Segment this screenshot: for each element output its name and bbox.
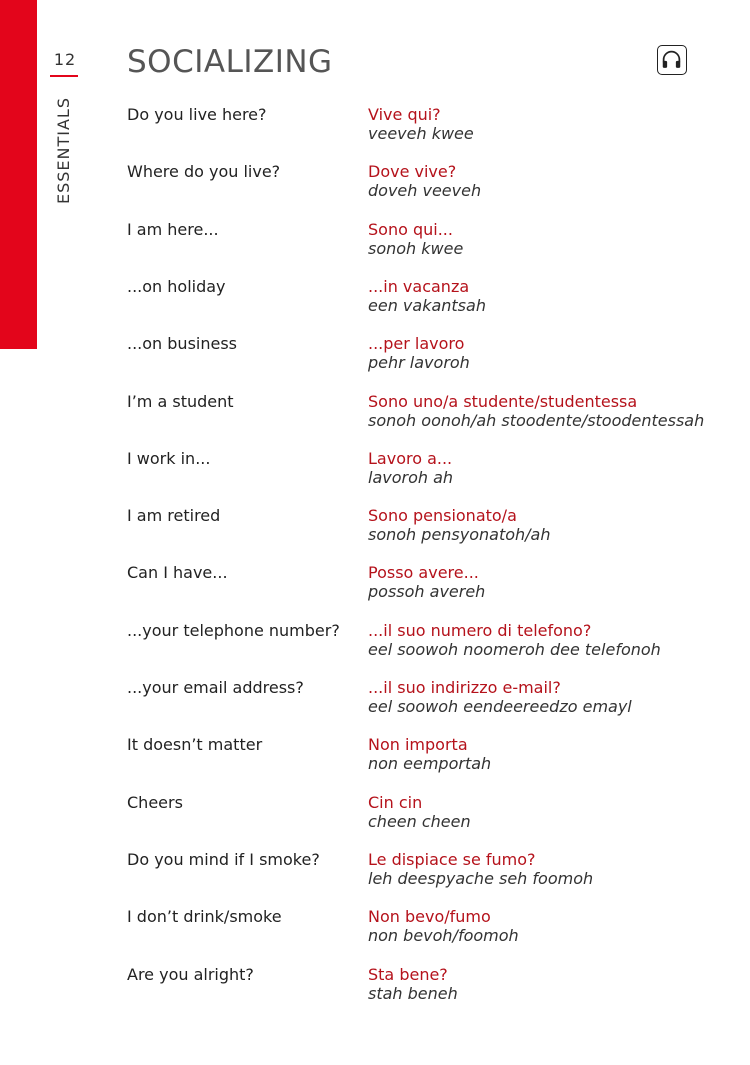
pronunciation-guide: doveh veeveh	[368, 181, 482, 201]
pronunciation-guide: non eemportah	[368, 754, 492, 774]
english-phrase: ...your email address?	[127, 678, 304, 697]
italian-phrase: ...per lavoro	[368, 334, 465, 354]
phrase-row	[0, 162, 750, 210]
pronunciation-guide: leh deespyache seh foomoh	[368, 868, 594, 888]
pronunciation-guide: eel soowoh eendeereedzo emayl	[368, 697, 632, 716]
phrase-row	[0, 678, 750, 726]
english-phrase: Do you mind if I smoke?	[127, 849, 320, 869]
pronunciation-guide: sonoh kwee	[368, 238, 464, 258]
audio-badge[interactable]	[657, 45, 687, 75]
english-phrase: ...on holiday	[127, 276, 226, 296]
phrase-row	[0, 965, 750, 1013]
italian-phrase: Le dispiace se fumo?	[368, 849, 536, 869]
phrase-row	[0, 506, 750, 554]
italian-phrase: Cin cin	[368, 792, 423, 812]
phrase-row	[0, 621, 750, 669]
italian-phrase: Dove vive?	[368, 162, 457, 182]
headphones-icon	[661, 49, 682, 70]
english-phrase: I am here...	[127, 219, 219, 239]
italian-phrase: Lavoro a...	[368, 448, 453, 468]
pronunciation-guide: veeveh kwee	[368, 124, 474, 143]
pronunciation-guide: cheen cheen	[368, 811, 471, 831]
english-phrase: ...your telephone number?	[127, 620, 340, 640]
pronunciation-guide: lavoroh ah	[368, 467, 454, 487]
pronunciation-guide: pehr lavoroh	[368, 353, 470, 373]
pronunciation-guide: stah beneh	[368, 983, 458, 1003]
pronunciation-guide: sonoh pensyonatoh/ah	[368, 525, 551, 545]
italian-phrase: ...il suo indirizzo e-mail?	[368, 678, 561, 697]
italian-phrase: Non importa	[368, 735, 468, 755]
italian-phrase: Sono uno/a studente/studentessa	[368, 391, 638, 411]
english-phrase: It doesn’t matter	[127, 735, 263, 755]
phrase-row	[0, 850, 750, 898]
english-phrase: I am retired	[127, 506, 221, 526]
section-label: ESSENTIALS	[54, 96, 73, 204]
italian-phrase: ...il suo numero di telefono?	[368, 620, 592, 640]
pronunciation-guide: een vakantsah	[368, 295, 486, 315]
pronunciation-guide: possoh avereh	[368, 582, 486, 602]
english-phrase: I’m a student	[127, 391, 234, 411]
pronunciation-guide: sonoh oonoh/ah stoodente/stoodentessah	[368, 410, 705, 430]
page-title: SOCIALIZING	[127, 44, 333, 80]
page-number-underline	[50, 75, 78, 77]
phrase-row	[0, 277, 750, 325]
english-phrase: I don’t drink/smoke	[127, 907, 282, 927]
phrase-row	[0, 105, 750, 153]
phrase-row	[0, 392, 750, 440]
english-phrase: Where do you live?	[127, 162, 281, 182]
phrase-row	[0, 735, 750, 783]
pronunciation-guide: eel soowoh noomeroh dee telefonoh	[368, 639, 661, 659]
english-phrase: I work in...	[127, 448, 211, 468]
italian-phrase: Posso avere...	[368, 563, 479, 583]
english-phrase: Cheers	[127, 792, 183, 812]
italian-phrase: Sono pensionato/a	[368, 506, 517, 526]
phrase-row	[0, 449, 750, 497]
italian-phrase: Vive qui?	[368, 105, 441, 124]
english-phrase: Are you alright?	[127, 964, 254, 984]
phrase-row	[0, 563, 750, 611]
pronunciation-guide: non bevoh/foomoh	[368, 926, 519, 946]
phrase-row	[0, 220, 750, 268]
english-phrase: Do you live here?	[127, 105, 267, 124]
english-phrase: Can I have...	[127, 563, 228, 583]
italian-phrase: Sta bene?	[368, 964, 448, 984]
italian-phrase: Non bevo/fumo	[368, 907, 491, 927]
italian-phrase: ...in vacanza	[368, 276, 470, 296]
italian-phrase: Sono qui...	[368, 219, 453, 239]
page-number: 12	[53, 50, 77, 69]
english-phrase: ...on business	[127, 334, 238, 354]
phrase-row	[0, 793, 750, 841]
phrase-row	[0, 907, 750, 955]
phrase-row	[0, 334, 750, 382]
